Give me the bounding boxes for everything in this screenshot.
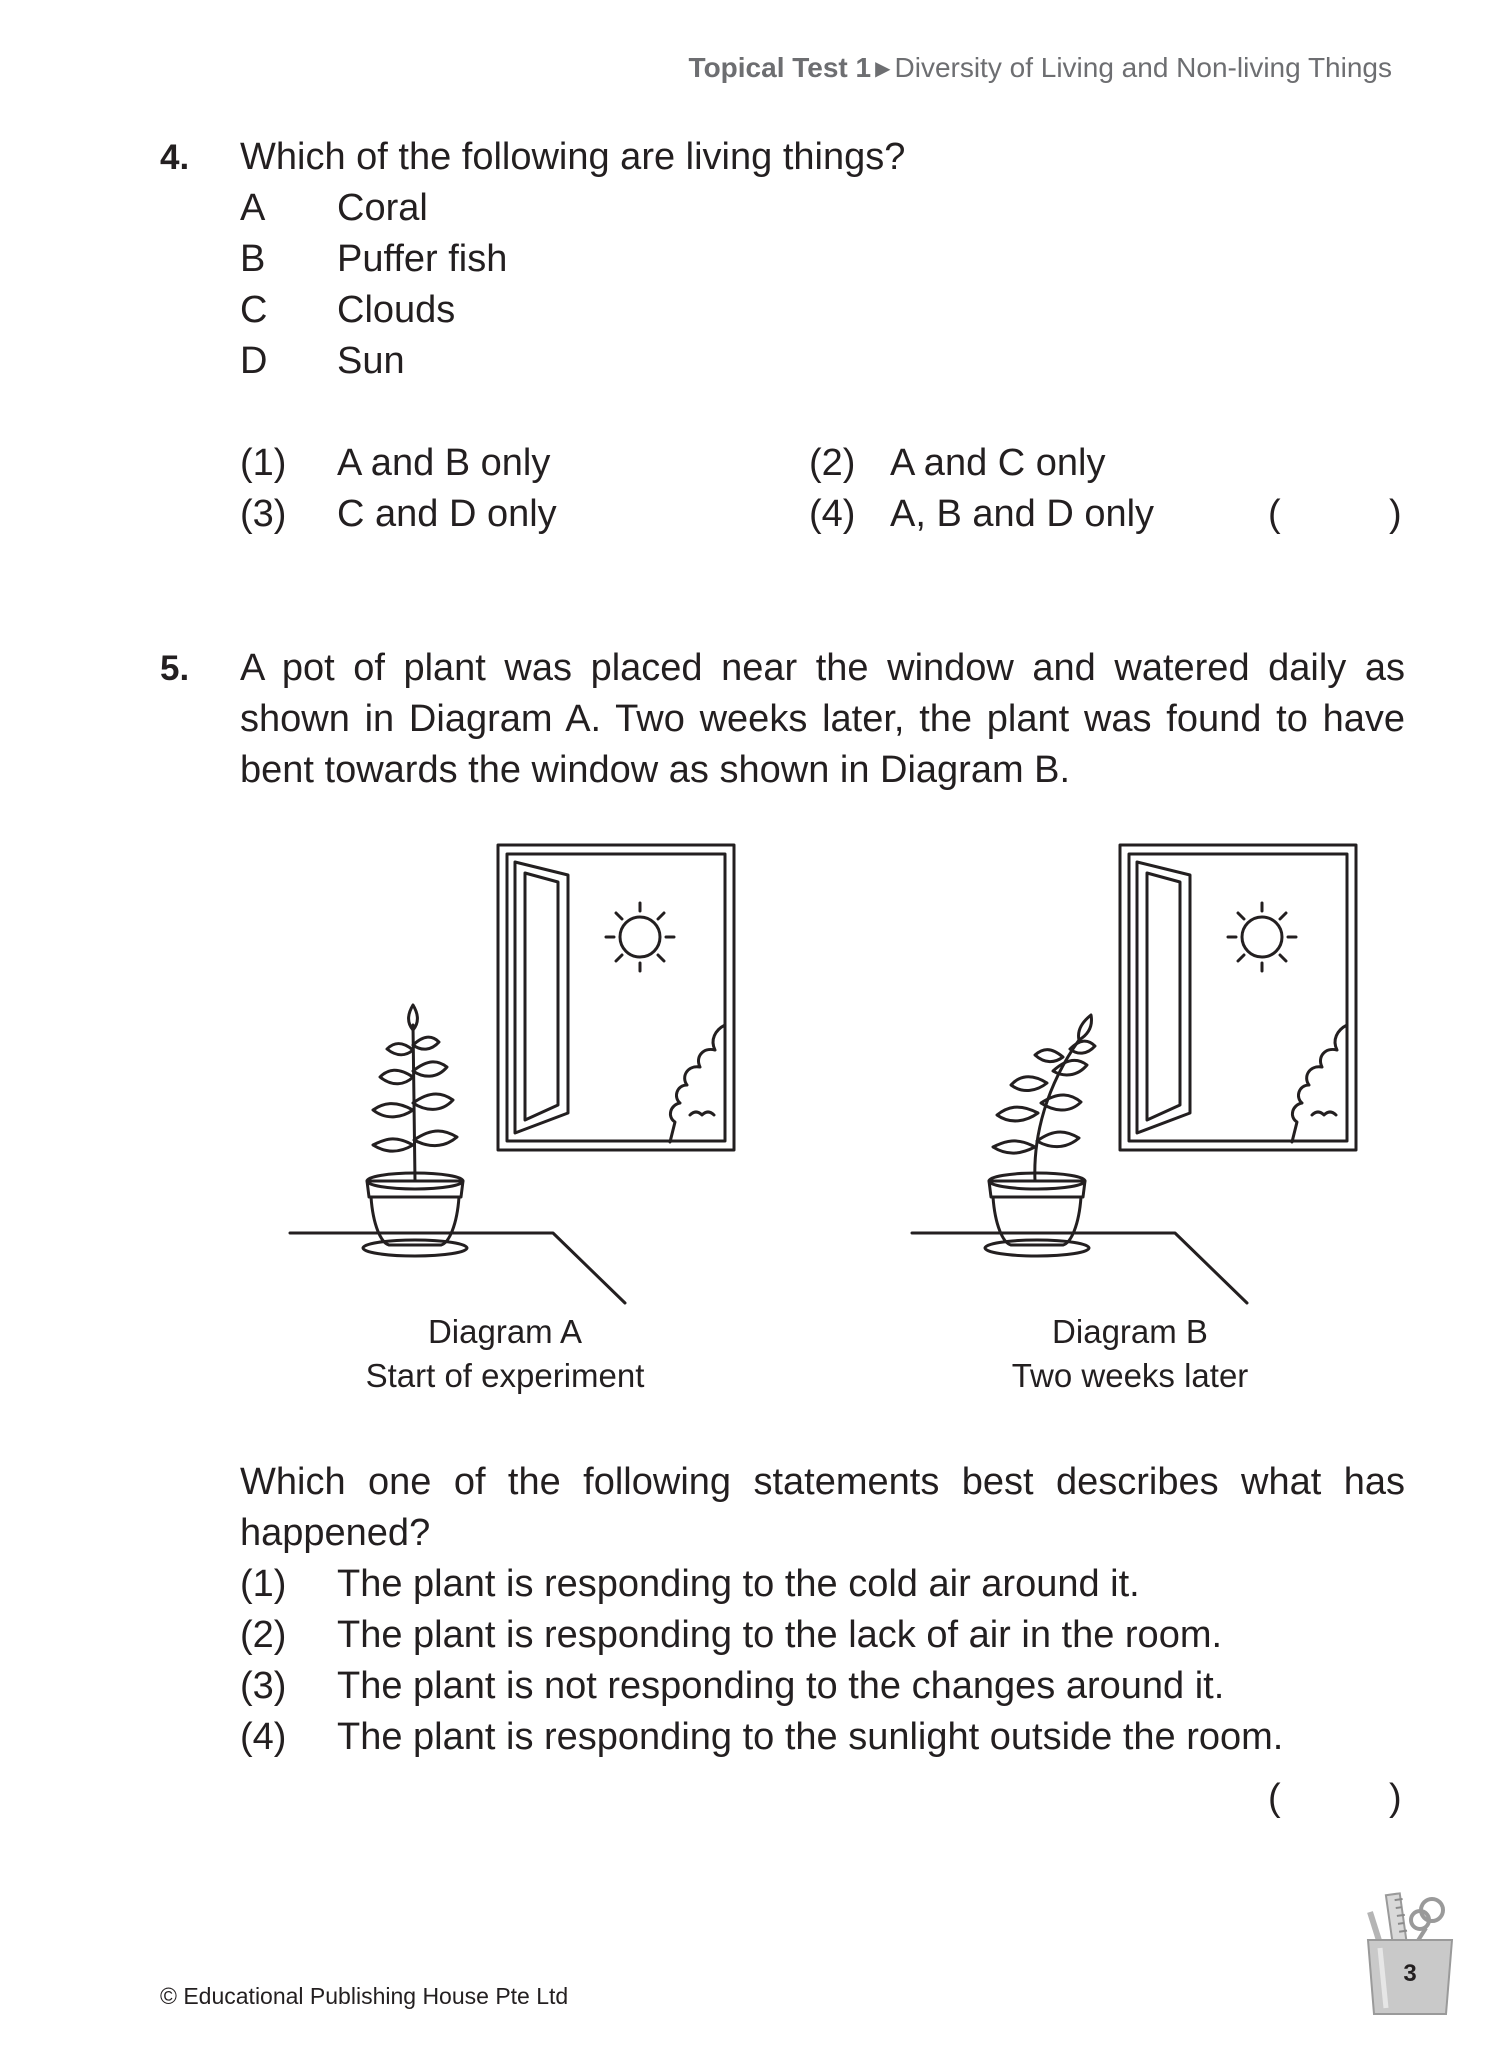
- q4-item-letter: B: [240, 238, 266, 280]
- q5-option-number: (3): [240, 1665, 287, 1707]
- topic-title: Diversity of Living and Non-living Things: [894, 52, 1392, 83]
- intro-line: bent towards the window as shown in Diagram B.: [240, 749, 1071, 791]
- diagram-a-caption: [320, 1310, 690, 1398]
- answer-bracket-open: (: [1268, 493, 1281, 535]
- plant-pot: [363, 1173, 467, 1256]
- q4-item-letter: A: [240, 187, 266, 229]
- answer-bracket-close: ): [1389, 493, 1402, 535]
- sun-icon: [606, 903, 674, 971]
- q5-option-text: The plant is responding to the cold air around it.: [337, 1563, 1140, 1605]
- question-4-number: 4.: [160, 138, 190, 177]
- question-5-prompt: [240, 1457, 1405, 1559]
- prompt-line: Which one of the following statements best describes what has: [240, 1461, 1405, 1503]
- question-4-text: Which of the following are living things?: [240, 136, 906, 178]
- q4-option-number: (2): [809, 442, 856, 484]
- q5-option-text: The plant is responding to the sunlight outside the room.: [337, 1716, 1284, 1758]
- q4-option-text: A and B only: [337, 442, 551, 484]
- diagram-b-subtitle: Two weeks later: [1011, 1357, 1249, 1394]
- window: [498, 845, 734, 1150]
- q4-option-text: C and D only: [337, 493, 557, 535]
- q4-option-text: A, B and D only: [890, 493, 1155, 535]
- page-number: 3: [1403, 1960, 1417, 1987]
- q4-item-text: Puffer fish: [337, 238, 508, 280]
- plant-pot: [985, 1173, 1089, 1256]
- copyright-notice: © Educational Publishing House Pte Ltd: [160, 1983, 569, 2009]
- q4-item-text: Clouds: [337, 289, 456, 331]
- diagram-b-title: Diagram B: [1052, 1313, 1208, 1350]
- intro-line: A pot of plant was placed near the window and watered daily as: [240, 647, 1405, 689]
- running-header: [689, 52, 1392, 84]
- diagram-b-illustration: [907, 845, 1367, 1305]
- diagram-a-title: Diagram A: [427, 1313, 583, 1350]
- question-5-number: 5.: [160, 649, 190, 688]
- plant-bent: [993, 1015, 1095, 1181]
- q4-option-number: (1): [240, 442, 287, 484]
- bush: [670, 1025, 725, 1142]
- q4-item-text: Coral: [337, 187, 428, 229]
- answer-bracket-open: (: [1268, 1777, 1281, 1819]
- intro-line: shown in Diagram A. Two weeks later, the plant was found to have: [240, 698, 1405, 740]
- pencil-cup-icon: [1360, 1890, 1460, 2020]
- q5-option-text: The plant is responding to the lack of air in the room.: [337, 1614, 1223, 1656]
- diagram-b-caption: [945, 1310, 1315, 1398]
- diagram-a-illustration: [285, 845, 745, 1305]
- bush: [1292, 1025, 1347, 1142]
- q5-option-number: (1): [240, 1563, 287, 1605]
- q4-option-number: (4): [809, 493, 856, 535]
- q4-item-letter: C: [240, 289, 268, 331]
- sun-icon: [1228, 903, 1296, 971]
- prompt-line: happened?: [240, 1512, 431, 1554]
- q4-item-text: Sun: [337, 340, 405, 382]
- test-label: Topical Test 1: [688, 52, 872, 83]
- q4-item-letter: D: [240, 340, 268, 382]
- q4-option-number: (3): [240, 493, 287, 535]
- q5-option-number: (2): [240, 1614, 287, 1656]
- plant: [373, 1005, 457, 1181]
- diagram-a-subtitle: Start of experiment: [365, 1357, 645, 1394]
- window: [1120, 845, 1356, 1150]
- answer-bracket-close: ): [1389, 1777, 1402, 1819]
- q5-option-number: (4): [240, 1716, 287, 1758]
- right-triangle-icon: ▶: [875, 58, 891, 80]
- question-5-intro: [240, 643, 1405, 796]
- q4-option-text: A and C only: [890, 442, 1106, 484]
- q5-option-text: The plant is not responding to the changes around it.: [337, 1665, 1225, 1707]
